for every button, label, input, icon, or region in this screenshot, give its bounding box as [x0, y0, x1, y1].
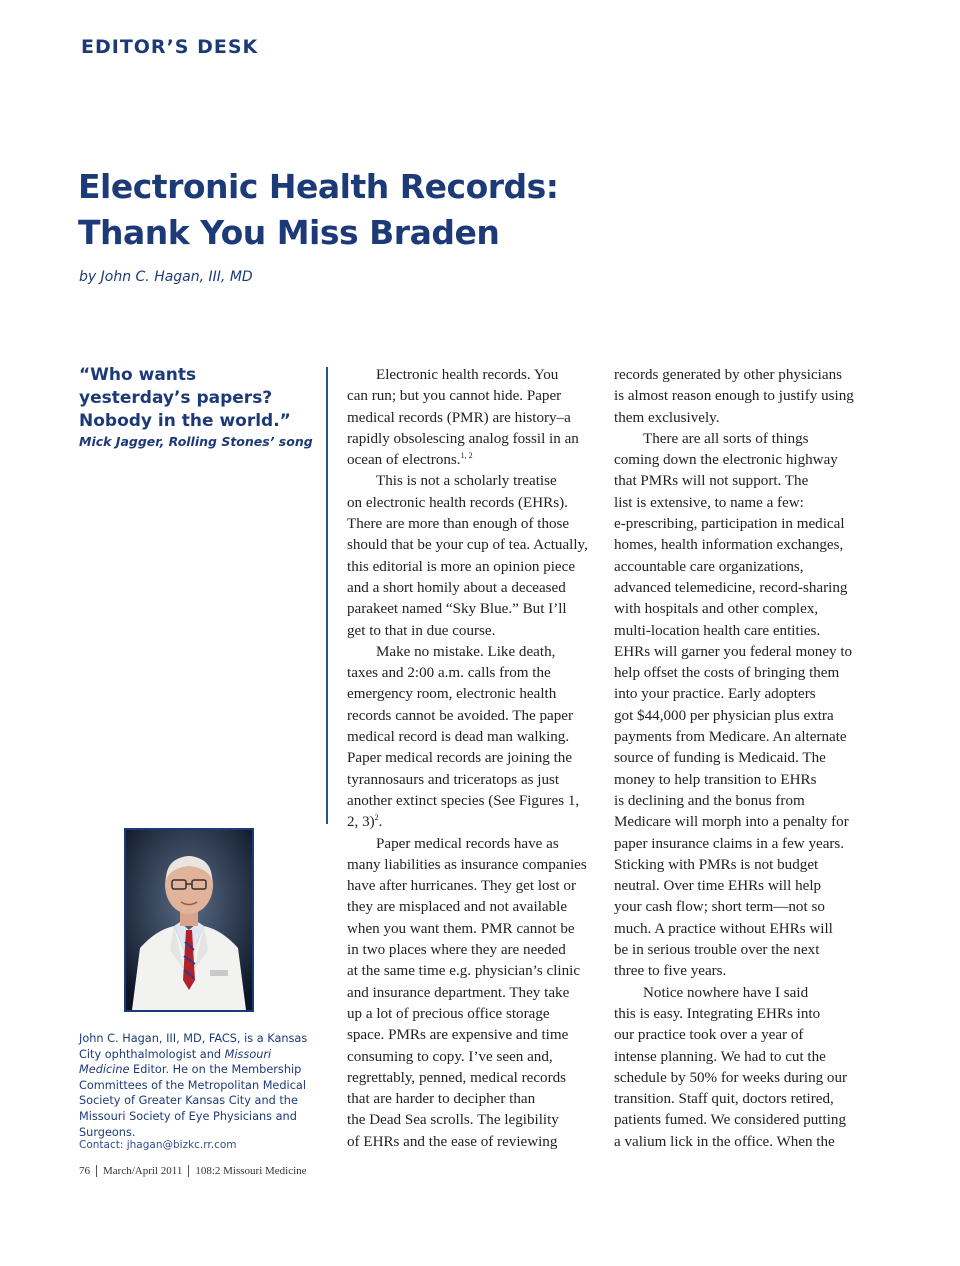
text-line: Make no mistake. Like death,	[376, 643, 556, 660]
column-divider	[326, 367, 328, 824]
author-bio-part-2: Editor. He on the Membership Committees of the Metropolitan Medical Society of Greater Kansas City and the Missouri Society of Eye Physicians and Surgeons.	[79, 1063, 306, 1139]
text-line: at the same time e.g. physician’s clinic	[347, 963, 581, 980]
article-column-1	[347, 365, 597, 1153]
text-line: on electronic health records (EHRs).	[347, 494, 568, 511]
text-line: e-prescribing, participation in medical	[614, 516, 845, 533]
text-line: regrettably, penned, medical records	[347, 1069, 567, 1086]
reference-superscript: 2	[374, 813, 379, 823]
text-line: help offset the costs of bringing them	[614, 665, 840, 682]
text-line: list is extensive, to name a few:	[614, 494, 804, 511]
text-line: neutral. Over time EHRs will help	[614, 878, 822, 895]
author-bio-part-1: John C. Hagan, III, MD, FACS, is a Kansas City ophthalmologist and	[79, 1032, 308, 1061]
title-line-1: Electronic Health Records:	[78, 167, 559, 206]
text-line: rapidly obsolescing analog fossil in an	[347, 430, 579, 447]
text-line: space. PMRs are expensive and time	[347, 1027, 569, 1044]
text-line: that are harder to decipher than	[347, 1091, 536, 1108]
text-line: Sticking with PMRs is not budget	[614, 856, 819, 873]
article-column-2	[614, 365, 864, 1153]
text-line: this is easy. Integrating EHRs into	[614, 1005, 821, 1022]
text-line: ocean of electrons.$^{1, 2}$	[347, 451, 473, 469]
text-line: coming down the electronic highway	[614, 452, 838, 469]
pull-quote	[79, 364, 319, 433]
text-line: they are misplaced and not available	[347, 899, 568, 916]
text-line: advanced telemedicine, record-sharing	[614, 579, 848, 596]
text-line: records cannot be avoided. The paper	[347, 707, 574, 724]
text-line: parakeet named “Sky Blue.” But I’ll	[347, 601, 567, 618]
text-line: when you want them. PMR cannot be	[347, 920, 575, 937]
issue-date: March/April 2011	[103, 1165, 183, 1177]
footer-divider	[96, 1165, 97, 1177]
pull-quote-attribution: Mick Jagger, Rolling Stones’ song	[79, 434, 313, 449]
author-bio	[79, 1031, 319, 1140]
text-line: much. A practice without EHRs will	[614, 920, 833, 937]
text-line: our practice took over a year of	[614, 1027, 804, 1044]
volume-info: 108:2 Missouri Medicine	[195, 1165, 307, 1177]
trailing-punctuation: .	[378, 814, 383, 831]
text-line: this editorial is more an opinion piece	[347, 558, 576, 575]
text-line: EHRs will garner you federal money to	[614, 643, 853, 660]
text-line: should that be your cup of tea. Actually,	[347, 537, 588, 554]
author-contact: Contact: jhagan@bizkc.rr.com	[79, 1139, 237, 1151]
pull-quote-line-3: Nobody in the world.”	[79, 411, 291, 431]
text-line: There are all sorts of things	[643, 430, 809, 447]
text-line: medical records (PMR) are history–a	[347, 409, 571, 426]
text-line: 2, 3)$^2$.	[347, 813, 383, 831]
page-number: 76	[79, 1165, 90, 1177]
text-line: tyrannosaurs and triceratops as just	[347, 771, 560, 788]
byline: by John C. Hagan, III, MD	[79, 269, 253, 285]
text-line: Paper medical records are joining the	[347, 750, 573, 767]
pull-quote-line-1: “Who wants	[79, 365, 197, 385]
text-line: There are more than enough of those	[347, 516, 570, 533]
text-line: the Dead Sea scrolls. The legibility	[347, 1112, 559, 1129]
author-bio-journal: Missouri Medicine	[79, 1047, 272, 1077]
text-line: can run; but you cannot hide. Paper	[347, 388, 562, 405]
text-line: emergency room, electronic health	[347, 686, 557, 703]
text-line: homes, health information exchanges,	[614, 537, 844, 554]
text-line: get to that in due course.	[347, 622, 496, 639]
text-line: got $44,000 per physician plus extra	[614, 707, 834, 724]
reference-superscript: 1, 2	[460, 451, 473, 461]
text-line: Electronic health records. You	[376, 367, 559, 383]
text-line: consuming to copy. I’ve seen and,	[347, 1048, 553, 1065]
text-line: another extinct species (See Figures 1,	[347, 792, 580, 809]
author-photo	[124, 828, 254, 1012]
page-footer	[79, 1165, 307, 1177]
section-label: EDITOR’S DESK	[81, 36, 259, 58]
text-line: have after hurricanes. They get lost or	[347, 878, 576, 895]
text-line: records generated by other physicians	[614, 367, 842, 383]
text-line: payments from Medicare. An alternate	[614, 729, 847, 746]
text-line: money to help transition to EHRs	[614, 771, 817, 788]
text-line: into your practice. Early adopters	[614, 686, 816, 703]
text-line: medical record is dead man walking.	[347, 729, 570, 746]
text-line: Medicare will morph into a penalty for	[614, 814, 849, 831]
text-line: up a lot of precious office storage	[347, 1005, 550, 1022]
text-line: transition. Staff quit, doctors retired,	[614, 1091, 834, 1108]
text-line: is almost reason enough to justify using	[614, 388, 854, 405]
text-line: three to five years.	[614, 963, 727, 980]
text-line: be in serious trouble over the next	[614, 942, 820, 959]
text-line: intense planning. We had to cut the	[614, 1048, 826, 1065]
text-line: and a short homily about a deceased	[347, 579, 566, 596]
text-line: taxes and 2:00 a.m. calls from the	[347, 665, 551, 682]
text-line: This is not a scholarly treatise	[376, 473, 557, 490]
text-line: Notice nowhere have I said	[643, 984, 809, 1001]
text-line: patients fumed. We considered putting	[614, 1112, 846, 1129]
text-line: accountable care organizations,	[614, 558, 804, 575]
article-title	[78, 164, 638, 256]
text-line: that PMRs will not support. The	[614, 473, 809, 490]
text-line: paper insurance claims in a few years.	[614, 835, 845, 852]
text-line: multi-location health care entities.	[614, 622, 821, 639]
footer-divider	[188, 1165, 189, 1177]
text-line: Paper medical records have as	[376, 835, 559, 852]
text-line: source of funding is Medicaid. The	[614, 750, 826, 767]
text-line: of EHRs and the ease of reviewing	[347, 1133, 558, 1150]
text-line: many liabilities as insurance companies	[347, 856, 587, 873]
text-line: schedule by 50% for weeks during our	[614, 1069, 848, 1086]
text-line: your cash flow; short term—not so	[614, 899, 825, 916]
text-line: is declining and the bonus from	[614, 792, 805, 809]
text-line: them exclusively.	[614, 409, 720, 426]
text-line: and insurance department. They take	[347, 984, 570, 1001]
text-line: with hospitals and other complex,	[614, 601, 819, 618]
text-line: a valium lick in the office. When the	[614, 1133, 835, 1150]
pull-quote-line-2: yesterday’s papers?	[79, 388, 273, 408]
title-line-2: Thank You Miss Braden	[78, 213, 500, 252]
text-line: in two places where they are needed	[347, 942, 566, 959]
